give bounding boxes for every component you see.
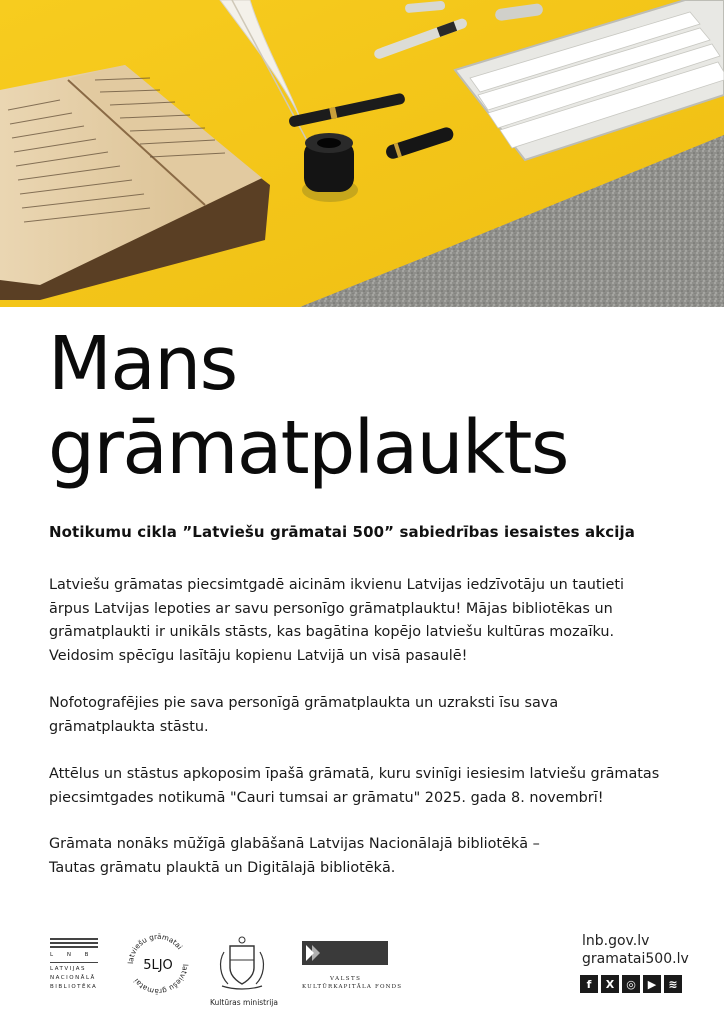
paragraph-book (49, 763, 689, 810)
x-icon[interactable]: X (601, 975, 619, 993)
paragraph-line: ārpus Latvijas lepoties ar savu personīgo grāmatplauktu! Mājas bibliotēkas un (49, 600, 613, 617)
paragraph-line: Veidosim spēcīgu lasītāju kopienu Latvijā un visā pasaulē! (49, 647, 468, 664)
vkkf-mark (302, 941, 388, 965)
title-line-1: Mans (48, 321, 237, 407)
vkkf-logo (302, 922, 403, 1000)
link-lnb[interactable]: lnb.gov.lv (582, 933, 650, 949)
lnb-line-2: NACIONĀLĀ (50, 975, 96, 981)
paragraph-line: Latviešu grāmatas piecsimtgadē aicinām ikvienu Latvijas iedzīvotāju un tautieti (49, 577, 625, 593)
paragraph-library (49, 833, 689, 880)
hero-photo (0, 0, 724, 307)
page-title (48, 322, 568, 490)
instagram-icon[interactable]: ◎ (622, 975, 640, 993)
lnb-logo (50, 938, 106, 998)
lnb-letters: L N B (50, 952, 95, 958)
coat-of-arms-icon (210, 934, 274, 994)
facebook-icon[interactable]: f (580, 975, 598, 993)
lnb-line-3: BIBLIOTĒKA (50, 984, 98, 990)
link-gramatai500[interactable]: gramatai500.lv (582, 951, 689, 967)
lnb-line-1: LATVIJAS (50, 966, 87, 972)
social-icons (580, 975, 682, 993)
youtube-icon[interactable]: ▶ (643, 975, 661, 993)
paragraph-line: Grāmata nonāks mūžīgā glabāšanā Latvijas Nacionālajā bibliotēkā – (49, 836, 540, 852)
title-line-2: grāmatplaukts (48, 405, 568, 491)
gramatai500-ring-text-2: latviešu grāmatai (131, 963, 190, 996)
gramatai500-number: 5LJO (143, 958, 173, 973)
paragraph-line: piecsimtgades notikumā "Cauri tumsai ar grāmatu" 2025. gada 8. novembrī! (49, 789, 604, 806)
spotify-icon[interactable]: ≋ (664, 975, 682, 993)
paragraph-photo (49, 692, 689, 739)
vkkf-line-1: VALSTS (330, 976, 362, 982)
paragraph-line: Nofotografējies pie sava personīgā grāmatplaukta un uzraksti īsu sava (49, 695, 559, 711)
paragraph-line: grāmatplaukta stāstu. (49, 718, 209, 735)
vkkf-line-2: KULTŪRKAPITĀLA FONDS (302, 984, 403, 990)
paragraph-intro (49, 574, 689, 668)
kulturas-ministrija-label: Kultūras ministrija (210, 998, 278, 1007)
subtitle: Notikumu cikla ”Latviešu grāmatai 500” sabiedrības iesaistes akcija (49, 523, 635, 541)
paragraph-line: Attēlus un stāstus apkoposim īpašā grāmatā, kuru svinīgi iesiesim latviešu grāmatas (49, 766, 660, 782)
gramatai500-ring-text: latviešu grāmatai (126, 932, 185, 965)
ink-bottle-image (302, 133, 358, 202)
kulturas-ministrija-logo (210, 934, 278, 1007)
paragraph-line: Tautas grāmatu plauktā un Digitālajā bibliotēkā. (49, 859, 396, 876)
paragraph-line: grāmatplaukti ir unikāls stāsts, kas bagātina kopējo latviešu kultūras mozaīku. (49, 624, 615, 640)
gramatai500-logo (126, 932, 190, 996)
